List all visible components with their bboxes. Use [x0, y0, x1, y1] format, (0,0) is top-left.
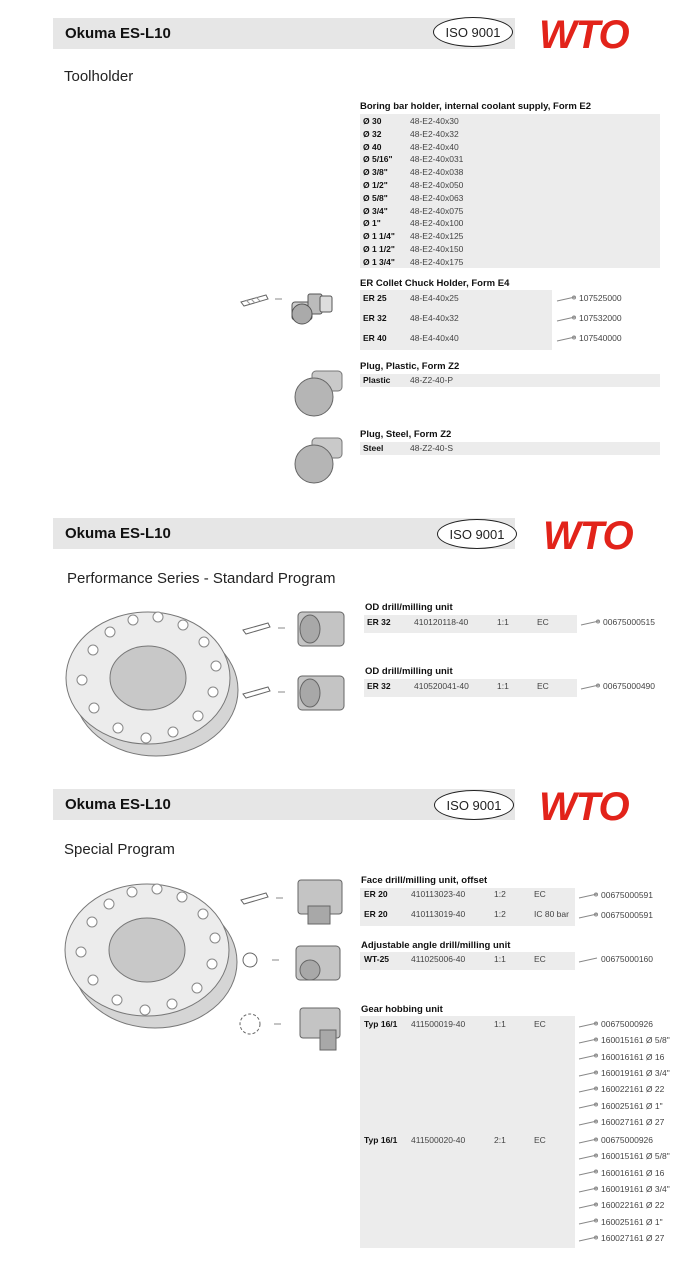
wrench-icon: [578, 1037, 598, 1045]
gear-ref-text: 160015161 Ø 5/8": [601, 1035, 670, 1046]
er-collet-size: ER 40: [363, 333, 387, 343]
gear-ref-text: 160016161 Ø 16: [601, 1167, 665, 1178]
wrench-icon: [578, 1153, 598, 1161]
wrench-icon: [578, 1202, 598, 1210]
boring-size: Ø 32: [363, 128, 382, 139]
wrench-icon: [578, 1218, 598, 1226]
wrench-icon: [578, 1119, 598, 1127]
collet-holder-icon: [292, 294, 332, 324]
gear-ref-text: 00675000926: [601, 1135, 654, 1145]
gear-ref: [578, 1116, 664, 1129]
face-ref: [578, 909, 653, 922]
angle-ratio: 1:1: [494, 954, 506, 964]
gear-ref: [578, 1183, 670, 1196]
boring-size: Ø 30: [363, 116, 382, 126]
gear-ref-text: 160016161 Ø 16: [601, 1051, 665, 1062]
boring-code: 48-E2-40x031: [410, 154, 464, 165]
od-unit-ratio: 1:1: [497, 681, 509, 691]
iso-badge: ISO 9001: [434, 790, 514, 820]
gear-ref: [578, 1167, 664, 1180]
gear-ref-text: 160019161 Ø 3/4": [601, 1067, 670, 1078]
od-unit-ref: [580, 680, 655, 693]
gear-ref: [578, 1051, 664, 1064]
wrench-icon: [556, 295, 576, 303]
od-unit-title: OD drill/milling unit: [365, 666, 453, 677]
turret-disc-image: [57, 872, 242, 1032]
wrench-icon: [578, 912, 598, 920]
boring-size: Ø 40: [363, 141, 382, 152]
plug-plastic-title: Plug, Plastic, Form Z2: [360, 361, 460, 372]
gear-ref: [578, 1034, 670, 1047]
od-unit-size: ER 32: [367, 681, 391, 691]
er-collet-size: ER 32: [363, 313, 387, 323]
face-code: 410113019-40: [411, 909, 466, 919]
er-collet-image: [236, 280, 346, 334]
wrench-icon: [578, 1086, 598, 1094]
wrench-icon: [580, 619, 600, 627]
gear-ref: [578, 1100, 663, 1113]
gear-ratio: 2:1: [494, 1135, 506, 1145]
er-collet-ref: [556, 292, 622, 305]
gear-ref: [578, 1199, 664, 1212]
wrench-icon: [578, 892, 598, 900]
er-collet-ref-text: 107532000: [579, 313, 622, 323]
gear-ref: [578, 1216, 663, 1229]
er-collet-ref: [556, 332, 622, 345]
od-unit-code: 410120118-40: [414, 617, 469, 627]
wto-logo: [537, 13, 659, 53]
boring-code: 48-E2-40x150: [410, 244, 464, 254]
gear-ref-text: 00675000926: [601, 1019, 654, 1029]
wrench-icon: [578, 1102, 598, 1110]
angle-ref: [578, 953, 653, 966]
gear-coolant: EC: [534, 1019, 546, 1029]
wrench-icon: [578, 1021, 598, 1029]
boring-size: Ø 3/8": [363, 167, 388, 178]
od-unit-ref-text: 00675000515: [603, 617, 656, 627]
drill-icon: [241, 295, 268, 306]
section-title: Performance Series - Standard Program: [67, 570, 336, 587]
boring-size: Ø 5/8": [363, 192, 388, 203]
gear-ref-text: 160019161 Ø 3/4": [601, 1183, 670, 1194]
plug-plastic-code: 48-Z2-40-P: [410, 375, 453, 385]
wrench-icon: [556, 335, 576, 343]
boring-code: 48-E2-40x125: [410, 231, 464, 242]
machine-title: Okuma ES-L10: [65, 25, 171, 42]
gear-ref-text: 160022161 Ø 22: [601, 1084, 665, 1095]
face-size: ER 20: [364, 889, 388, 899]
angle-size: WT-25: [364, 954, 390, 964]
wto-logo: [541, 514, 663, 554]
gear-ref: [578, 1150, 670, 1163]
boring-size: Ø 1": [363, 218, 381, 229]
od-unit-code: 410520041-40: [414, 681, 469, 691]
iso-badge: ISO 9001: [433, 17, 513, 47]
gear-ref-text: 160022161 Ø 22: [601, 1200, 665, 1211]
angle-title: Adjustable angle drill/milling unit: [361, 940, 511, 951]
er-collet-ref: [556, 312, 622, 325]
gear-table: [360, 1016, 575, 1248]
turret-disc-image: [58, 600, 243, 760]
boring-code: 48-E2-40x100: [410, 218, 464, 229]
od-unit-title: OD drill/milling unit: [365, 602, 453, 613]
od-unit-size: ER 32: [367, 617, 391, 627]
gear-ref: [578, 1232, 664, 1245]
gear-size: Typ 16/1: [364, 1135, 398, 1145]
er-collet-code: 48-E4-40x32: [410, 313, 459, 323]
wrench-icon: [578, 956, 598, 964]
iso-badge: ISO 9001: [437, 519, 517, 549]
od-unit-ratio: 1:1: [497, 617, 509, 627]
er-collet-code: 48-E4-40x40: [410, 333, 459, 343]
wto-logo-text: WTO: [539, 13, 629, 53]
gear-ref: [578, 1134, 653, 1147]
boring-size: Ø 1 1/4": [363, 231, 395, 242]
plug-steel-code: 48-Z2-40-S: [410, 443, 453, 453]
gear-unit-image: [236, 1000, 356, 1056]
angle-unit-image: [236, 940, 356, 992]
boring-size: Ø 3/4": [363, 205, 388, 216]
gear-ref-text: 160027161 Ø 27: [601, 1116, 665, 1127]
wrench-icon: [578, 1070, 598, 1078]
boring-code: 48-E2-40x063: [410, 192, 464, 203]
gear-coolant: EC: [534, 1135, 546, 1145]
angle-coolant: EC: [534, 954, 546, 964]
face-ref-text: 00675000591: [601, 890, 654, 900]
wrench-icon: [580, 683, 600, 691]
boring-code: 48-E2-40x32: [410, 128, 459, 139]
er-collet-ref-text: 107525000: [579, 293, 622, 303]
machine-title: Okuma ES-L10: [65, 525, 171, 542]
face-unit-image: [236, 876, 356, 928]
angle-code: 411025006-40: [411, 954, 466, 964]
section-title: Toolholder: [64, 68, 134, 85]
wto-logo: [537, 785, 659, 825]
boring-title: Boring bar holder, internal coolant supply, Form E2: [360, 101, 592, 112]
gear-title: Gear hobbing unit: [361, 1004, 443, 1015]
wto-logo-text: WTO: [539, 785, 629, 825]
face-ref-text: 00675000591: [601, 910, 654, 920]
gear-ref-text: 160015161 Ø 5/8": [601, 1151, 670, 1162]
boring-code: 48-E2-40x050: [410, 180, 464, 190]
wrench-icon: [578, 1137, 598, 1145]
plug-plastic-size: Plastic: [363, 375, 391, 385]
wrench-icon: [556, 315, 576, 323]
wrench-icon: [578, 1186, 598, 1194]
plug-steel-title: Plug, Steel, Form Z2: [360, 429, 452, 440]
face-title: Face drill/milling unit, offset: [361, 875, 488, 886]
gear-ref: [578, 1018, 653, 1031]
wrench-icon: [578, 1169, 598, 1177]
angle-ref-text: 00675000160: [601, 954, 654, 964]
er-collet-ref-text: 107540000: [579, 333, 622, 343]
steel-plug-image: [292, 430, 350, 484]
er-collet-title: ER Collet Chuck Holder, Form E4: [360, 278, 510, 289]
plug-steel-table: [360, 442, 660, 455]
er-collet-code: 48-E4-40x25: [410, 293, 459, 303]
boring-size: Ø 1 1/2": [363, 244, 395, 254]
boring-code: 48-E2-40x038: [410, 167, 464, 178]
gear-ratio: 1:1: [494, 1019, 506, 1029]
boring-code: 48-E2-40x30: [410, 116, 459, 126]
face-coolant: IC 80 bar: [534, 909, 569, 919]
wrench-icon: [578, 1235, 598, 1243]
gear-ref-text: 160025161 Ø 1": [601, 1216, 663, 1227]
boring-code: 48-E2-40x40: [410, 141, 459, 152]
boring-code: 48-E2-40x075: [410, 205, 464, 216]
plug-steel-size: Steel: [363, 443, 384, 453]
gear-code: 411500019-40: [411, 1019, 466, 1029]
boring-table: [360, 114, 660, 268]
boring-code: 48-E2-40x175: [410, 256, 464, 267]
gear-size: Typ 16/1: [364, 1019, 398, 1029]
machine-title: Okuma ES-L10: [65, 796, 171, 813]
gear-ref: [578, 1083, 664, 1096]
er-collet-size: ER 25: [363, 293, 387, 303]
od-unit-image: [238, 668, 358, 718]
gear-ref: [578, 1067, 670, 1080]
plug-plastic-table: [360, 374, 660, 387]
od-unit-ref-text: 00675000490: [603, 681, 656, 691]
section-title: Special Program: [64, 841, 175, 858]
boring-size: Ø 1/2": [363, 180, 388, 190]
face-ratio: 1:2: [494, 889, 506, 899]
wrench-icon: [578, 1053, 598, 1061]
gear-ref-text: 160025161 Ø 1": [601, 1100, 663, 1111]
face-size: ER 20: [364, 909, 388, 919]
face-coolant: EC: [534, 889, 546, 899]
od-unit-coolant: EC: [537, 617, 549, 627]
gear-ref-text: 160027161 Ø 27: [601, 1232, 665, 1243]
face-code: 410113023-40: [411, 889, 466, 899]
plastic-plug-image: [292, 363, 350, 417]
od-unit-coolant: EC: [537, 681, 549, 691]
face-ref: [578, 889, 653, 902]
gear-code: 411500020-40: [411, 1135, 466, 1145]
boring-size: Ø 5/16": [363, 154, 393, 165]
boring-size: Ø 1 3/4": [363, 256, 395, 267]
wto-logo-text: WTO: [543, 514, 633, 554]
od-unit-image: [238, 604, 358, 654]
od-unit-ref: [580, 616, 655, 629]
face-ratio: 1:2: [494, 909, 506, 919]
